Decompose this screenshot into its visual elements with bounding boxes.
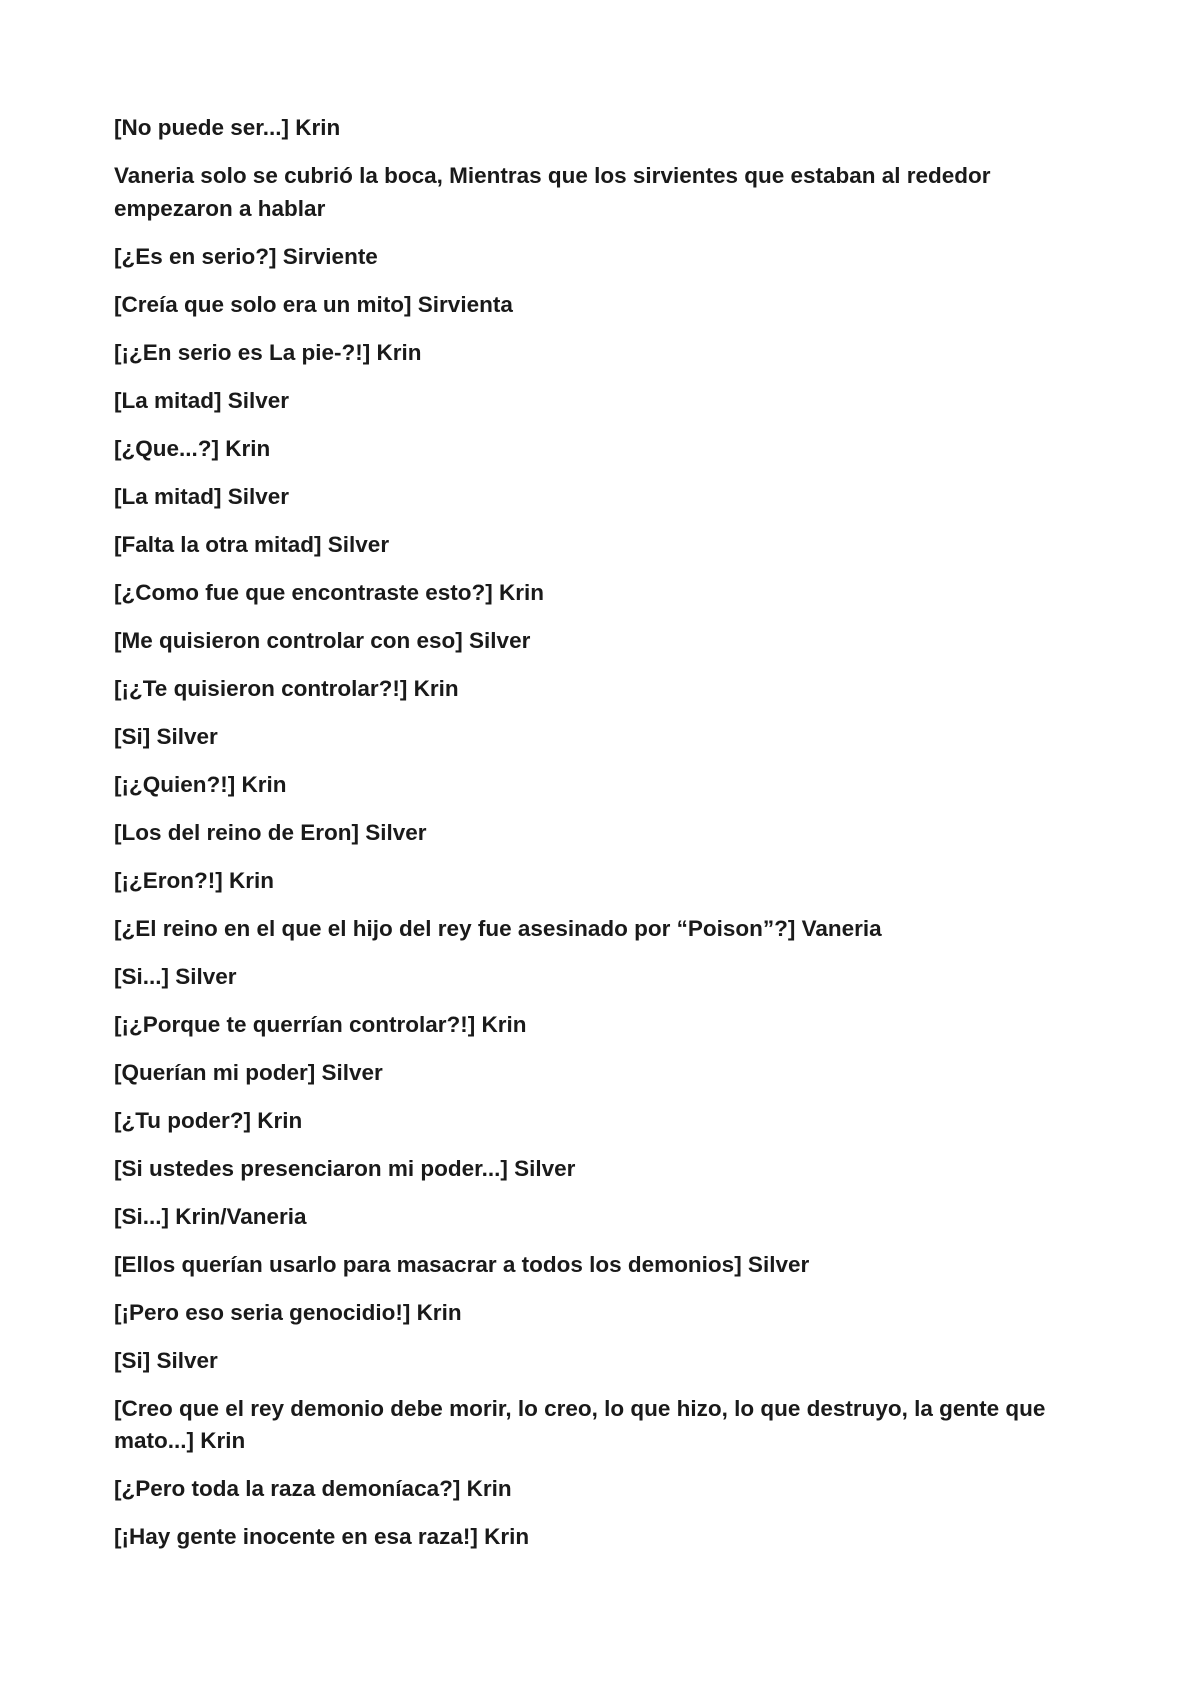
dialogue-line: [Si] Silver <box>114 1347 218 1373</box>
dialogue-line: [Los del reino de Eron] Silver <box>114 819 427 845</box>
dialogue-line: [¿Como fue que encontraste esto?] Krin <box>114 579 545 605</box>
dialogue-line: [¡Hay gente inocente en esa raza!] Krin <box>114 1524 530 1549</box>
dialogue-line: [La mitad] Silver <box>114 387 290 413</box>
narration-paragraph: Vaneria solo se cubrió la boca, Mientras que los sirvientes que estaban al rededor empezaron a hablar <box>114 163 991 221</box>
dialogue-line: [Si...] Silver <box>114 963 237 989</box>
dialogue-line: [¡¿En serio es La pie-?!] Krin <box>114 339 422 365</box>
dialogue-line: [¿El reino en el que el hijo del rey fue asesinado por “Poison”?] Vaneria <box>114 915 882 941</box>
dialogue-line: [Querían mi poder] Silver <box>114 1059 383 1085</box>
dialogue-line: [¿Que...?] Krin <box>114 435 271 461</box>
dialogue-line: [¿Pero toda la raza demoníaca?] Krin <box>114 1476 512 1501</box>
dialogue-line: [Si] Silver <box>114 723 218 749</box>
dialogue-line: [Creo que el rey demonio debe morir, lo creo, lo que hizo, lo que destruyo, la gente que mato...] Krin <box>114 1395 1046 1453</box>
dialogue-line: [Si...] Krin/Vaneria <box>114 1203 307 1229</box>
dialogue-line: [Ellos querían usarlo para masacrar a todos los demonios] Silver <box>114 1251 810 1277</box>
dialogue-line: [¿Tu poder?] Krin <box>114 1107 303 1133</box>
dialogue-line: [¿Es en serio?] Sirviente <box>114 243 378 269</box>
dialogue-line: [Si ustedes presenciaron mi poder...] Silver <box>114 1155 576 1181</box>
dialogue-line: [No puede ser...] Krin <box>114 115 341 140</box>
dialogue-line: [Falta la otra mitad] Silver <box>114 531 390 557</box>
dialogue-line: [¡¿Te quisieron controlar?!] Krin <box>114 675 459 701</box>
dialogue-line: [Me quisieron controlar con eso] Silver <box>114 627 531 653</box>
dialogue-line: [¡¿Eron?!] Krin <box>114 867 274 893</box>
dialogue-line: [¡¿Porque te querrían controlar?!] Krin <box>114 1011 527 1037</box>
dialogue-line: [Creía que solo era un mito] Sirvienta <box>114 291 513 317</box>
document-body <box>114 112 1074 1569</box>
dialogue-line: [¡¿Quien?!] Krin <box>114 771 287 797</box>
dialogue-line: [La mitad] Silver <box>114 483 290 509</box>
dialogue-line: [¡Pero eso seria genocidio!] Krin <box>114 1299 462 1325</box>
